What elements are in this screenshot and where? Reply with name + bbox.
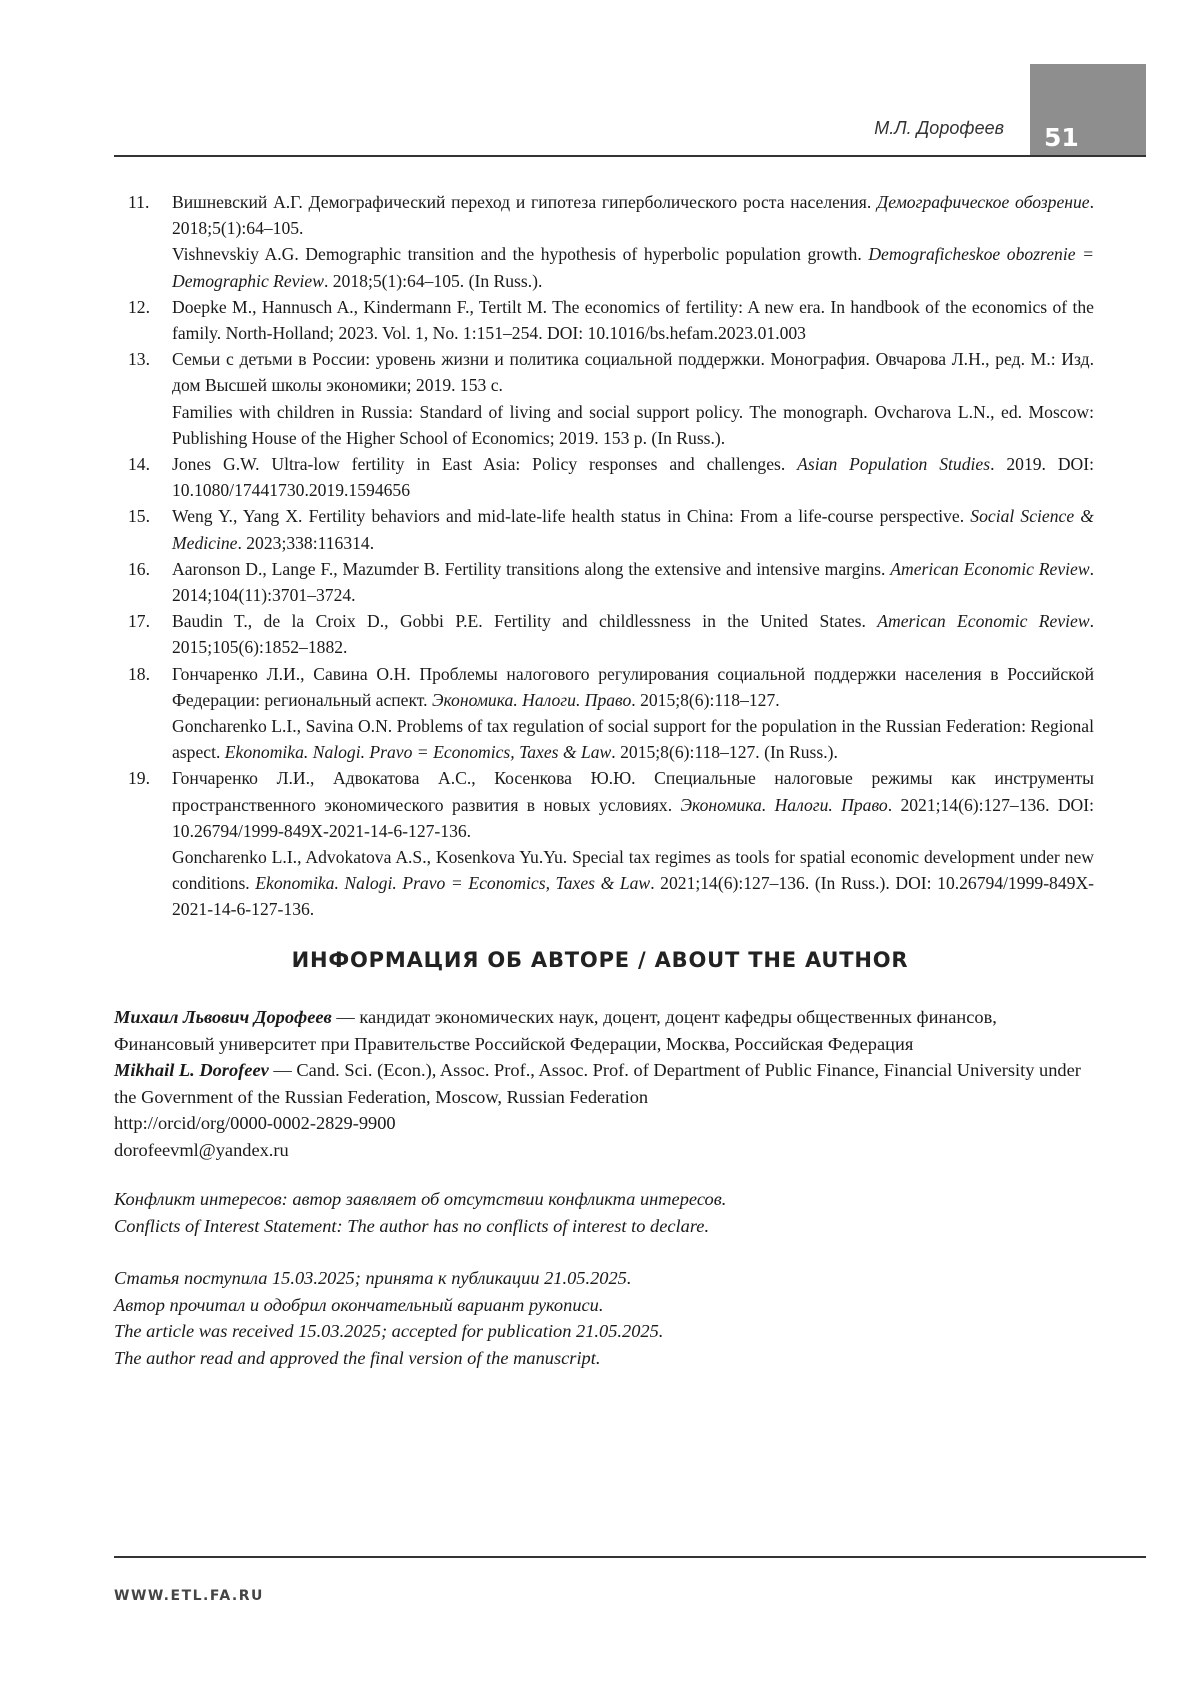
reference-number: 16. [128, 558, 150, 579]
reference-paragraph [172, 661, 1094, 713]
reference-text: . 2018;5(1):64–105. (In Russ.). [323, 270, 543, 291]
reference-body [172, 661, 1094, 766]
reference-number: 12. [128, 296, 150, 317]
author-info [114, 1004, 1094, 1163]
reference-item [114, 294, 1094, 346]
author-en [114, 1057, 1094, 1110]
reference-source: Social Science & Medicine [172, 506, 1094, 553]
reference-number: 17. [128, 611, 150, 632]
reference-source: Экономика. Налоги. Право [680, 794, 888, 815]
reference-text: . 2014;104(11):3701–3724. [172, 558, 1094, 606]
reference-body [172, 451, 1094, 503]
reference-paragraph [172, 294, 1094, 346]
reference-item [114, 503, 1094, 555]
reference-text: . 2021;14(6):127–136. DOI: 10.26794/1999-849X-2021-14-6-127-136. [172, 794, 1094, 841]
reference-number: 13. [128, 349, 150, 370]
reference-paragraph [172, 241, 1094, 293]
reference-text: Baudin T., de la Croix D., Gobbi P.E. Fertility and childlessness in the United States. [172, 611, 878, 632]
reference-text: . 2021;14(6):127–136. (In Russ.). DOI: 10.26794/1999-849X-2021-14-6-127-136. [172, 873, 1095, 920]
reference-item [114, 556, 1094, 608]
reference-paragraph [172, 503, 1094, 555]
reference-source: Ekonomika. Nalogi. Pravo = Economics, Taxes & Law [224, 742, 612, 763]
reference-paragraph [172, 189, 1094, 241]
reference-body [172, 294, 1094, 346]
reference-source: Asian Population Studies [797, 454, 991, 475]
reference-text: . 2019. DOI: 10.1080/17441730.2019.1594656 [172, 454, 1094, 501]
reference-paragraph [172, 346, 1094, 398]
reference-body [172, 608, 1094, 660]
article-notes [114, 1186, 1094, 1371]
reference-source: American Economic Review [890, 558, 1090, 579]
reference-number: 15. [128, 506, 150, 527]
reference-text: Вишневский А.Г. Демографический переход и гипотеза гиперболического роста населения. [172, 192, 877, 212]
reference-body [172, 189, 1094, 294]
reference-paragraph [172, 713, 1094, 765]
reference-paragraph [172, 844, 1094, 923]
page-number: 51 [1030, 64, 1146, 156]
reference-text: . 2015;8(6):118–127. [631, 689, 780, 710]
received-en: The article was received 15.03.2025; accepted for publication 21.05.2025. [114, 1321, 664, 1341]
received-ru: Статья поступила 15.03.2025; принята к публикации 21.05.2025. [114, 1268, 632, 1288]
reference-text: Aaronson D., Lange F., Mazumder B. Fertility transitions along the extensive and intensive margins. [172, 558, 891, 579]
reference-source: Демографическое обозрение [877, 192, 1090, 212]
reference-text: Families with children in Russia: Standard of living and social support policy. The monograph. Ovcharova L.N., ed. Moscow: Publishing House of the Higher School of Economics; 2019. 153 p. (In Russ.). [172, 401, 1094, 448]
approved-en: The author read and approved the final version of the manuscript. [114, 1347, 601, 1368]
reference-paragraph [172, 399, 1094, 451]
reference-text: Doepke M., Hannusch A., Kindermann F., Tertilt M. The economics of fertility: A new era. In handbook of the economics of the family. North-Holland; 2023. Vol. 1, No. 1:151–254. DOI: 10.1016/bs.hefam.2023.01.003 [172, 296, 1094, 344]
reference-body [172, 556, 1094, 608]
reference-text: Goncharenko L.I., Advokatova A.S., Kosenkova Yu.Yu. Special tax regimes as tools for spatial economic development under new conditions. [172, 847, 1094, 894]
reference-text: Jones G.W. Ultra-low fertility in East Asia: Policy responses and challenges. [172, 454, 798, 475]
approved-ru: Автор прочитал и одобрил окончательный вариант рукописи. [114, 1294, 604, 1315]
reference-body [172, 346, 1094, 451]
author-info-heading: ИНФОРМАЦИЯ ОБ АВТОРЕ / ABOUT THE AUTHOR [291, 948, 909, 972]
reference-text: . 2015;105(6):1852–1882. [172, 611, 1094, 658]
reference-paragraph [172, 556, 1094, 608]
reference-text: . 2015;8(6):118–127. (In Russ.). [611, 742, 838, 763]
reference-text: Семьи с детьми в России: уровень жизни и политика социальной поддержки. Монография. Овчарова Л.Н., ред. М.: Изд. дом Высшей школы экономики; 2019. 153 с. [172, 349, 1094, 396]
author-desc-ru: — кандидат экономических наук, доцент, доцент кафедры общественных финансов, Финансовый университет при Правительстве Российской Федерации, Москва, Российская Федерация [114, 1007, 997, 1054]
author-name-ru: Михаил Львович Дорофеев [114, 1007, 332, 1027]
reference-source: Demograficheskoe obozrenie = Demographic Review [172, 244, 1094, 291]
reference-paragraph [172, 451, 1094, 503]
author-ru [114, 1004, 1094, 1057]
reference-number: 19. [128, 768, 150, 789]
running-head-author: М.Л. Дорофеев [874, 118, 1004, 138]
reference-source: Экономика. Налоги. Право [431, 689, 632, 710]
author-name-en: Mikhail L. Dorofeev [114, 1060, 269, 1080]
reference-text: . 2018;5(1):64–105. [172, 192, 1094, 239]
reference-source: American Economic Review [877, 611, 1090, 632]
reference-item [114, 765, 1094, 922]
reference-item [114, 608, 1094, 660]
reference-text: Гончаренко Л.И., Адвокатова А.С., Косенкова Ю.Ю. Специальные налоговые режимы как инструменты пространственного экономического развития в новых условиях. [172, 768, 1094, 815]
reference-item [114, 661, 1094, 766]
reference-item [114, 189, 1094, 294]
reference-paragraph [172, 608, 1094, 660]
reference-list [114, 189, 1094, 923]
reference-text: Гончаренко Л.И., Савина О.Н. Проблемы налогового регулирования социальной поддержки населения в Российской Федерации: региональный аспект. [172, 663, 1094, 710]
reference-text: Weng Y., Yang X. Fertility behaviors and mid-late-life health status in China: From a life-course perspective. [172, 506, 971, 527]
header-rule [114, 155, 1146, 157]
reference-number: 14. [128, 454, 150, 475]
author-desc-en: — Cand. Sci. (Econ.), Assoc. Prof., Assoc. Prof. of Department of Public Finance, Financial University under the Government of the Russian Federation, Moscow, Russian Federation [114, 1060, 1081, 1107]
author-email[interactable]: dorofeevml@yandex.ru [114, 1139, 289, 1160]
reference-item [114, 451, 1094, 503]
reference-number: 11. [128, 192, 150, 212]
reference-body [172, 503, 1094, 555]
conflict-ru: Конфликт интересов: автор заявляет об отсутствии конфликта интересов. [114, 1189, 727, 1209]
author-orcid[interactable]: http://orcid/org/0000-0002-2829-9900 [114, 1113, 396, 1133]
reference-number: 18. [128, 663, 150, 684]
reference-item [114, 346, 1094, 451]
conflict-en: Conflicts of Interest Statement: The author has no conflicts of interest to declare. [114, 1215, 710, 1236]
reference-text: Vishnevskiy A.G. Demographic transition and the hypothesis of hyperbolic population growth. [172, 244, 869, 265]
reference-source: Ekonomika. Nalogi. Pravo = Economics, Taxes & Law [255, 873, 651, 894]
footer-url[interactable]: WWW.ETL.FA.RU [114, 1588, 264, 1604]
reference-body [172, 765, 1094, 922]
reference-text: Goncharenko L.I., Savina O.N. Problems of tax regulation of social support for the population in the Russian Federation: Regional aspect. [172, 716, 1094, 763]
reference-paragraph [172, 765, 1094, 844]
reference-text: . 2023;338:116314. [237, 532, 375, 553]
footer-rule [114, 1556, 1146, 1558]
